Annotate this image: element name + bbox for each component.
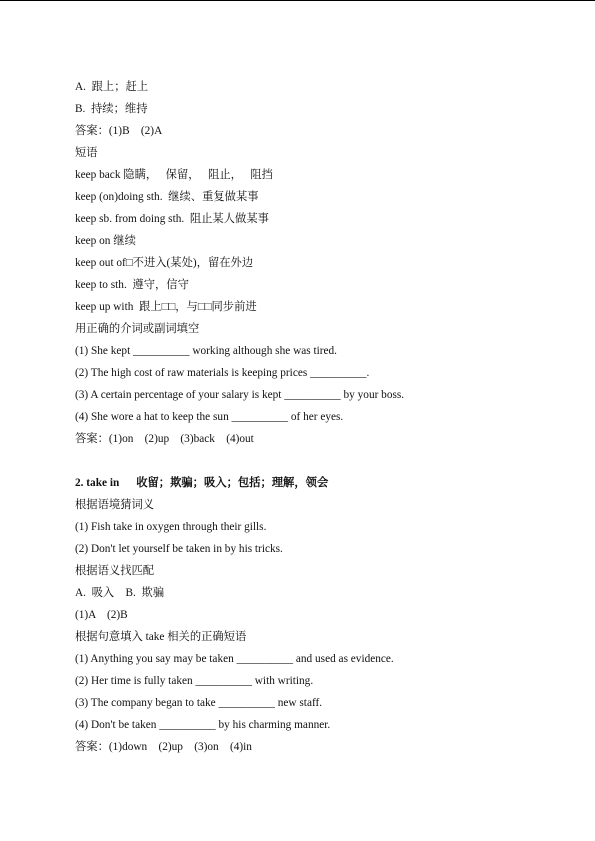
option-b: B. 持续；维持 xyxy=(75,103,148,115)
option-a: A. 跟上；赶上 xyxy=(75,81,149,93)
exercise-1-instruction: 用正确的介词或副词填空 xyxy=(75,323,200,335)
exercise-2-item-2: (2) Her time is fully taken __________ with writing. xyxy=(75,675,314,687)
phrase-keep-back: keep back 隐瞒， 保留， 阻止， 阻挡 xyxy=(75,169,273,181)
exercise-1-item-3: (3) A certain percentage of your salary is kept __________ by your boss. xyxy=(75,389,405,401)
exercise-2-item-3: (3) The company began to take __________ new staff. xyxy=(75,697,323,709)
document-body xyxy=(75,76,575,758)
phrase-keep-to: keep to sth. 遵守，信守 xyxy=(75,279,189,291)
guess-item-2: (2) Don't let yourself be taken in by his tricks. xyxy=(75,543,283,555)
match-instruction: 根据语义找匹配 xyxy=(75,565,155,577)
match-options: A. 吸入 B. 欺骗 xyxy=(75,587,165,599)
top-border-line xyxy=(0,0,595,1)
exercise-2-item-1: (1) Anything you say may be taken __________ and used as evidence. xyxy=(75,653,394,665)
phrase-keep-out-of: keep out of□不进入(某处)，留在外边 xyxy=(75,257,254,269)
phrase-keep-on-doing: keep (on)doing sth. 继续、重复做某事 xyxy=(75,191,259,203)
phrases-heading: 短语 xyxy=(75,147,98,159)
phrase-keep-on: keep on 继续 xyxy=(75,235,136,247)
match-answer: (1)A (2)B xyxy=(75,609,128,621)
answer-3: 答案：(1)down (2)up (3)on (4)in xyxy=(75,741,252,753)
answer-1: 答案：(1)B (2)A xyxy=(75,125,163,137)
phrase-keep-up-with: keep up with 跟上□□，与□□同步前进 xyxy=(75,301,257,313)
answer-2: 答案：(1)on (2)up (3)back (4)out xyxy=(75,433,254,445)
guess-item-1: (1) Fish take in oxygen through their gills. xyxy=(75,521,267,533)
section-2-heading: 2. take in 收留；欺骗；吸入；包括；理解，领会 xyxy=(75,477,329,489)
exercise-1-item-4: (4) She wore a hat to keep the sun __________ of her eyes. xyxy=(75,411,344,423)
exercise-1-item-1: (1) She kept __________ working although she was tired. xyxy=(75,345,337,357)
exercise-1-item-2: (2) The high cost of raw materials is keeping prices __________. xyxy=(75,367,370,379)
section-gap xyxy=(75,450,575,472)
phrase-keep-from: keep sb. from doing sth. 阻止某人做某事 xyxy=(75,213,269,225)
exercise-2-instruction: 根据句意填入 take 相关的正确短语 xyxy=(75,631,247,643)
guess-meaning-instruction: 根据语境猜词义 xyxy=(75,499,155,511)
exercise-2-item-4: (4) Don't be taken __________ by his charming manner. xyxy=(75,719,331,731)
